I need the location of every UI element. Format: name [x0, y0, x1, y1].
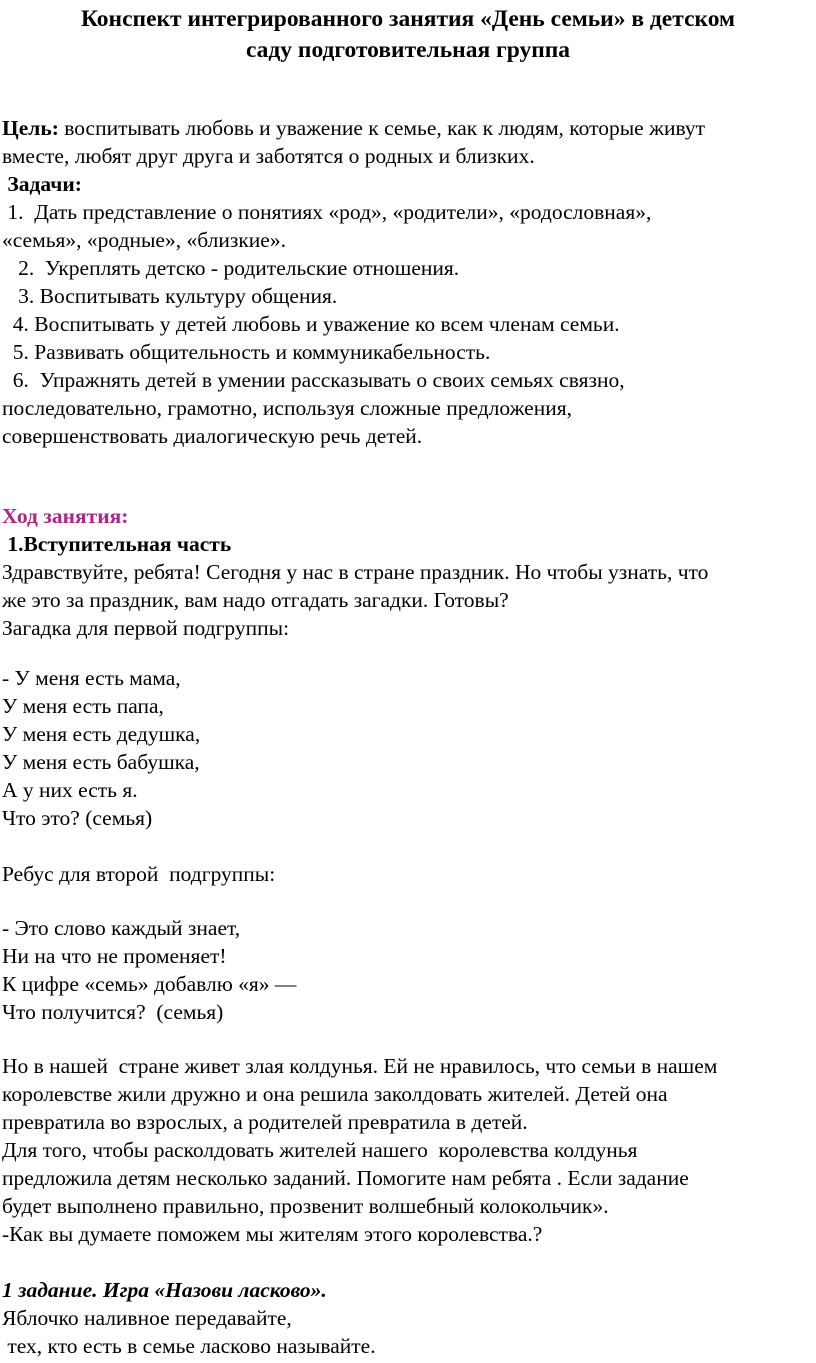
riddle2-label: Ребус для второй подгруппы: [2, 862, 276, 886]
riddle2-line: К цифре «семь» добавлю «я» — [2, 972, 297, 996]
document-title-line-1: Конспект интегрированного занятия «День семьи» в детском [80, 6, 736, 32]
story-line: -Как вы думаете поможем мы жителям этого королевства.? [2, 1222, 543, 1246]
intro-line-1: Здравствуйте, ребята! Сегодня у нас в стране праздник. Но чтобы узнать, что [2, 560, 709, 584]
riddle2-line: - Это слово каждый знает, [2, 916, 241, 940]
tasks-heading: Задачи: [2, 172, 82, 196]
task-item-4: 4. Воспитывать у детей любовь и уважение ко всем членам семьи. [2, 312, 620, 336]
task-item-2: 2. Укреплять детско - родительские отношения. [2, 256, 460, 280]
goal-text-continued: вместе, любят друг друга и заботятся о родных и близких. [2, 144, 535, 168]
document-title-line-2: саду подготовительная группа [245, 37, 571, 63]
riddle1-label: Загадка для первой подгруппы: [2, 616, 290, 640]
part1-heading: 1.Вступительная часть [2, 532, 232, 556]
story-line: превратила во взрослых, а родителей превратила в детей. [2, 1110, 528, 1134]
riddle1-line: - У меня есть мама, [2, 666, 181, 690]
intro-line-2: же это за праздник, вам надо отгадать загадки. Готовы? [2, 588, 509, 612]
task-item-5: 5. Развивать общительность и коммуникабельность. [2, 340, 491, 364]
task-item-6-continued-2: совершенствовать диалогическую речь детей. [2, 424, 423, 448]
task-item-6-continued: последовательно, грамотно, используя сложные предложения, [2, 396, 573, 420]
task-item-1: 1. Дать представление о понятиях «род», «родители», «родословная», [2, 200, 652, 224]
task-item-3: 3. Воспитывать культуру общения. [2, 284, 338, 308]
story-line: предложила детям несколько заданий. Помогите нам ребята . Если задание [2, 1166, 689, 1190]
goal-label: Цель: [2, 116, 59, 140]
story-line: королевстве жили дружно и она решила заколдовать жителей. Детей она [2, 1082, 668, 1106]
task-item-6: 6. Упражнять детей в умении рассказывать о своих семьях связно, [2, 368, 625, 392]
riddle2-line: Ни на что не променяет! [2, 944, 227, 968]
story-line: будет выполнено правильно, прозвенит волшебный колокольчик». [2, 1194, 609, 1218]
riddle1-line: У меня есть бабушка, [2, 750, 200, 774]
story-line: Для того, чтобы расколдовать жителей нашего королевства колдунья [2, 1138, 638, 1162]
riddle1-line: Что это? (семья) [2, 806, 153, 830]
riddle1-line: У меня есть дедушка, [2, 722, 201, 746]
task-item-1-continued: «семья», «родные», «близкие». [2, 228, 286, 252]
goal-paragraph [2, 114, 705, 142]
lesson-heading: Ход занятия: [2, 504, 129, 528]
riddle1-line: У меня есть папа, [2, 694, 164, 718]
riddle2-line: Что получится? (семья) [2, 1000, 224, 1024]
task1-heading: 1 задание. Игра «Назови ласково». [2, 1278, 327, 1302]
riddle1-line: А у них есть я. [2, 778, 138, 802]
goal-text: воспитывать любовь и уважение к семье, как к людям, которые живут [58, 116, 706, 140]
story-line: Но в нашей стране живет злая колдунья. Ей не нравилось, что семьи в нашем [2, 1054, 718, 1078]
task1-line: тех, кто есть в семье ласково называйте. [2, 1334, 376, 1358]
task1-line: Яблочко наливное передавайте, [2, 1306, 292, 1330]
